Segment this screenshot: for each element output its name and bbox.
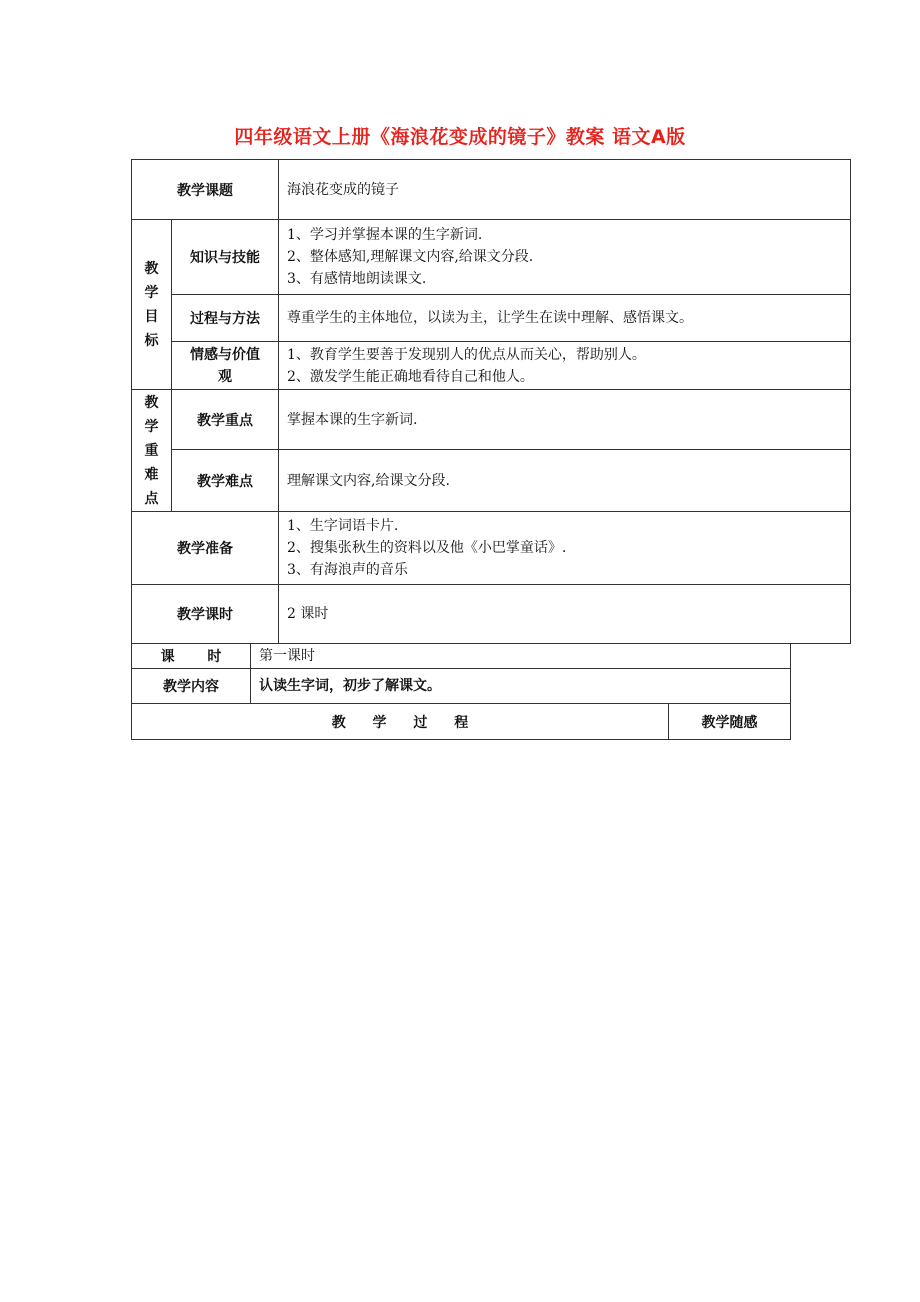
preparation-line: 3、有海浪声的音乐 bbox=[287, 562, 408, 578]
key-point-value: 掌握本课的生字新词. bbox=[279, 390, 851, 450]
knowledge-line: 2、整体感知,理解课文内容,给课文分段. bbox=[287, 249, 534, 265]
key-difficult-label-char: 重 bbox=[144, 442, 159, 459]
emotion-line: 2、激发学生能正确地看待自己和他人。 bbox=[287, 368, 534, 385]
lesson-process-table bbox=[131, 643, 791, 740]
emotion-label bbox=[172, 342, 279, 390]
process-method-label: 过程与方法 bbox=[172, 295, 279, 342]
goals-label-char: 学 bbox=[144, 284, 159, 301]
period-value: 第一课时 bbox=[251, 644, 791, 669]
key-difficult-label-char: 教 bbox=[144, 394, 159, 411]
content-label: 教学内容 bbox=[132, 669, 251, 704]
process-header: 教 学 过 程 bbox=[132, 704, 669, 740]
key-difficult-label bbox=[132, 390, 172, 512]
goals-label-char: 教 bbox=[144, 260, 159, 277]
emotion-label-line: 情感与价值 bbox=[190, 346, 260, 363]
preparation-line: 2、搜集张秋生的资料以及他《小巴掌童话》. bbox=[287, 540, 567, 556]
knowledge-line: 1、学习并掌握本课的生字新词. bbox=[287, 227, 483, 243]
key-difficult-label-char: 学 bbox=[144, 418, 159, 435]
topic-value: 海浪花变成的镜子 bbox=[279, 160, 851, 220]
hours-label: 教学课时 bbox=[132, 585, 279, 644]
period-label: 课 时 bbox=[132, 644, 251, 669]
goals-label-char: 标 bbox=[144, 332, 159, 349]
key-difficult-label-char: 点 bbox=[144, 490, 159, 507]
hours-value: 2 课时 bbox=[279, 585, 851, 644]
key-difficult-label-char: 难 bbox=[144, 466, 159, 483]
difficult-point-value: 理解课文内容,给课文分段. bbox=[279, 450, 851, 512]
reflection-header: 教学随感 bbox=[669, 704, 791, 740]
emotion-label-line: 观 bbox=[218, 368, 232, 385]
topic-label: 教学课题 bbox=[132, 160, 279, 220]
goals-label bbox=[132, 220, 172, 390]
process-method-value: 尊重学生的主体地位，以读为主，让学生在读中理解、感悟课文。 bbox=[279, 295, 851, 342]
knowledge-line: 3、有感情地朗读课文. bbox=[287, 271, 427, 287]
page-title: 四年级语文上册《海浪花变成的镜子》教案 语文A版 bbox=[234, 126, 686, 148]
preparation-value bbox=[279, 512, 851, 585]
key-point-label: 教学重点 bbox=[172, 390, 279, 450]
knowledge-label: 知识与技能 bbox=[172, 220, 279, 295]
lesson-info-table bbox=[131, 159, 851, 644]
emotion-line: 1、教育学生要善于发现别人的优点从而关心，帮助别人。 bbox=[287, 346, 646, 363]
preparation-label: 教学准备 bbox=[132, 512, 279, 585]
emotion-value bbox=[279, 342, 851, 390]
content-value: 认读生字词，初步了解课文。 bbox=[251, 669, 791, 704]
difficult-point-label: 教学难点 bbox=[172, 450, 279, 512]
goals-label-char: 目 bbox=[144, 308, 159, 325]
preparation-line: 1、生字词语卡片. bbox=[287, 518, 399, 534]
knowledge-value bbox=[279, 220, 851, 295]
